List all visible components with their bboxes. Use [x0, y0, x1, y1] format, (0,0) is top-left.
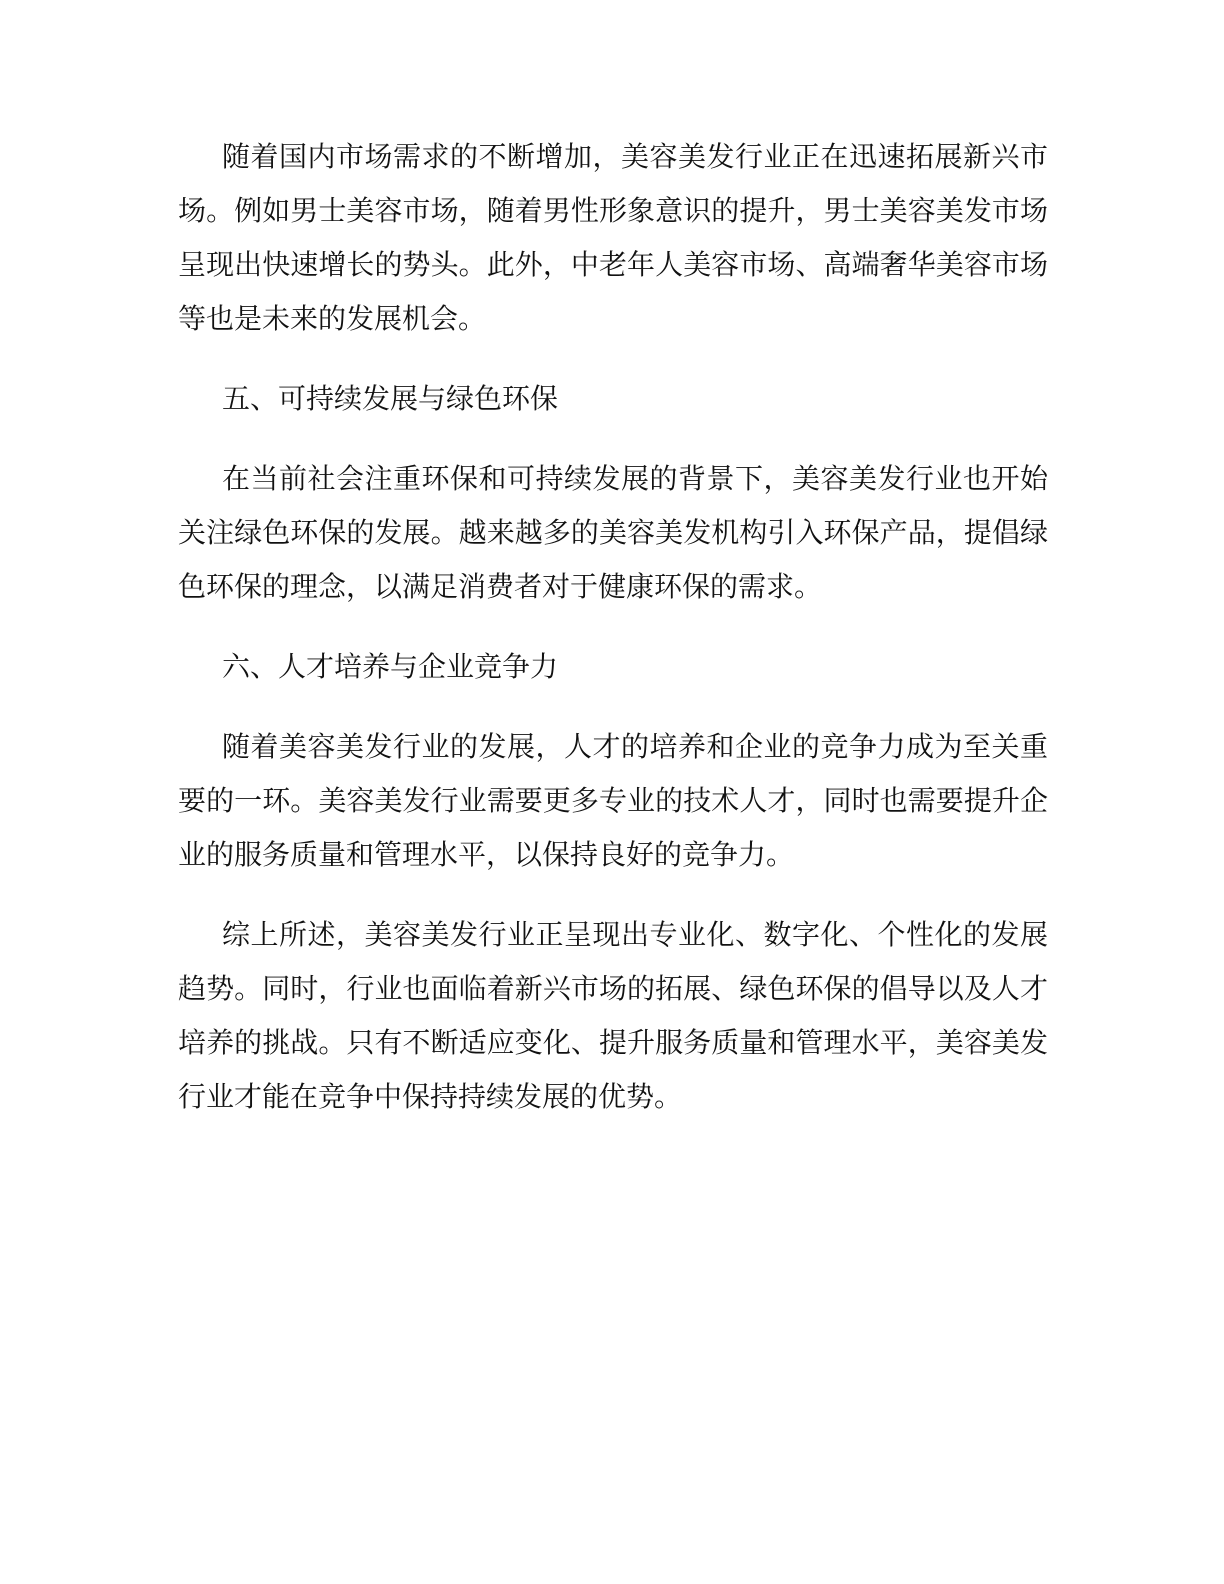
document-body — [178, 130, 1048, 1150]
paragraph-conclusion: 综上所述，美容美发行业正呈现出专业化、数字化、个性化的发展趋势。同时，行业也面临着新兴市场的拓展、绿色环保的倡导以及人才培养的挑战。只有不断适应变化、提升服务质量和管理水平，美容美发行业才能在竞争中保持持续发展的优势。 — [178, 918, 1048, 1113]
paragraph-sustainability: 在当前社会注重环保和可持续发展的背景下，美容美发行业也开始关注绿色环保的发展。越来越多的美容美发机构引入环保产品，提倡绿色环保的理念，以满足消费者对于健康环保的需求。 — [178, 462, 1048, 603]
section-heading-talent: 六、人才培养与企业竞争力 — [222, 650, 559, 683]
paragraph-emerging-markets: 随着国内市场需求的不断增加，美容美发行业正在迅速拓展新兴市场。例如男士美容市场，随着男性形象意识的提升，男士美容美发市场呈现出快速增长的势头。此外，中老年人美容市场、高端奢华美容市场等也是未来的发展机会。 — [178, 140, 1048, 335]
section-heading-sustainability: 五、可持续发展与绿色环保 — [222, 382, 559, 415]
paragraph-talent: 随着美容美发行业的发展，人才的培养和企业的竞争力成为至关重要的一环。美容美发行业需要更多专业的技术人才，同时也需要提升企业的服务质量和管理水平，以保持良好的竞争力。 — [178, 730, 1048, 871]
